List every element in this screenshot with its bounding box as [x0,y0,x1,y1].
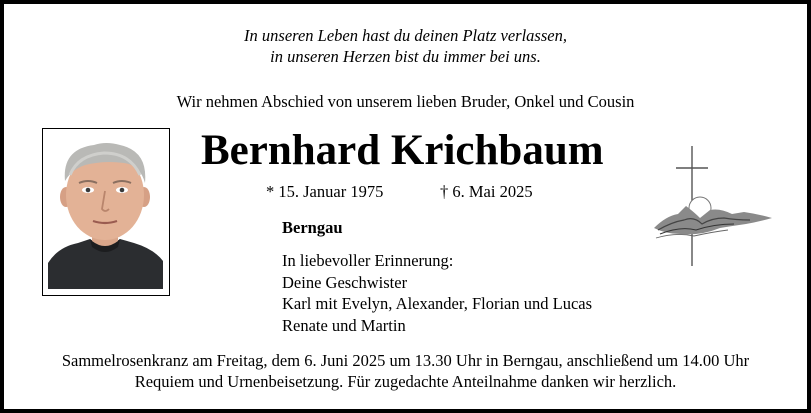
footer-line-2: Requiem und Urnenbeisetzung. Für zugedachte Anteilnahme danken wir herzlich. [134,372,677,391]
cross-mountains-sun-icon [650,144,776,268]
verse-line-2: in unseren Herzen bist du immer bei uns. [270,47,541,66]
intro-text: Wir nehmen Abschied von unserem lieben Bruder, Onkel und Cousin [176,92,635,111]
portrait-photo [42,128,170,296]
birth-date: * 15. Januar 1975 [266,182,384,201]
place-name: Berngau [282,218,343,237]
mourners-line: Deine Geschwister [282,272,408,292]
portrait-image [48,135,163,289]
deceased-name: Bernhard Krichbaum [201,127,604,174]
mourners-heading: In liebevoller Erinnerung: [282,251,454,270]
mourners-list [282,250,592,336]
mourners-line: Renate und Martin [282,315,406,335]
death-date: † 6. Mai 2025 [440,182,533,201]
mourners-line: Karl mit Evelyn, Alexander, Florian und Lucas [282,294,593,313]
verse-line-1: In unseren Leben hast du deinen Platz verlassen, [244,26,567,45]
footer-line-1: Sammelrosenkranz am Freitag, dem 6. Juni 2025 um 13.30 Uhr in Berngau, anschließend um 14.00 Uhr [61,351,750,370]
